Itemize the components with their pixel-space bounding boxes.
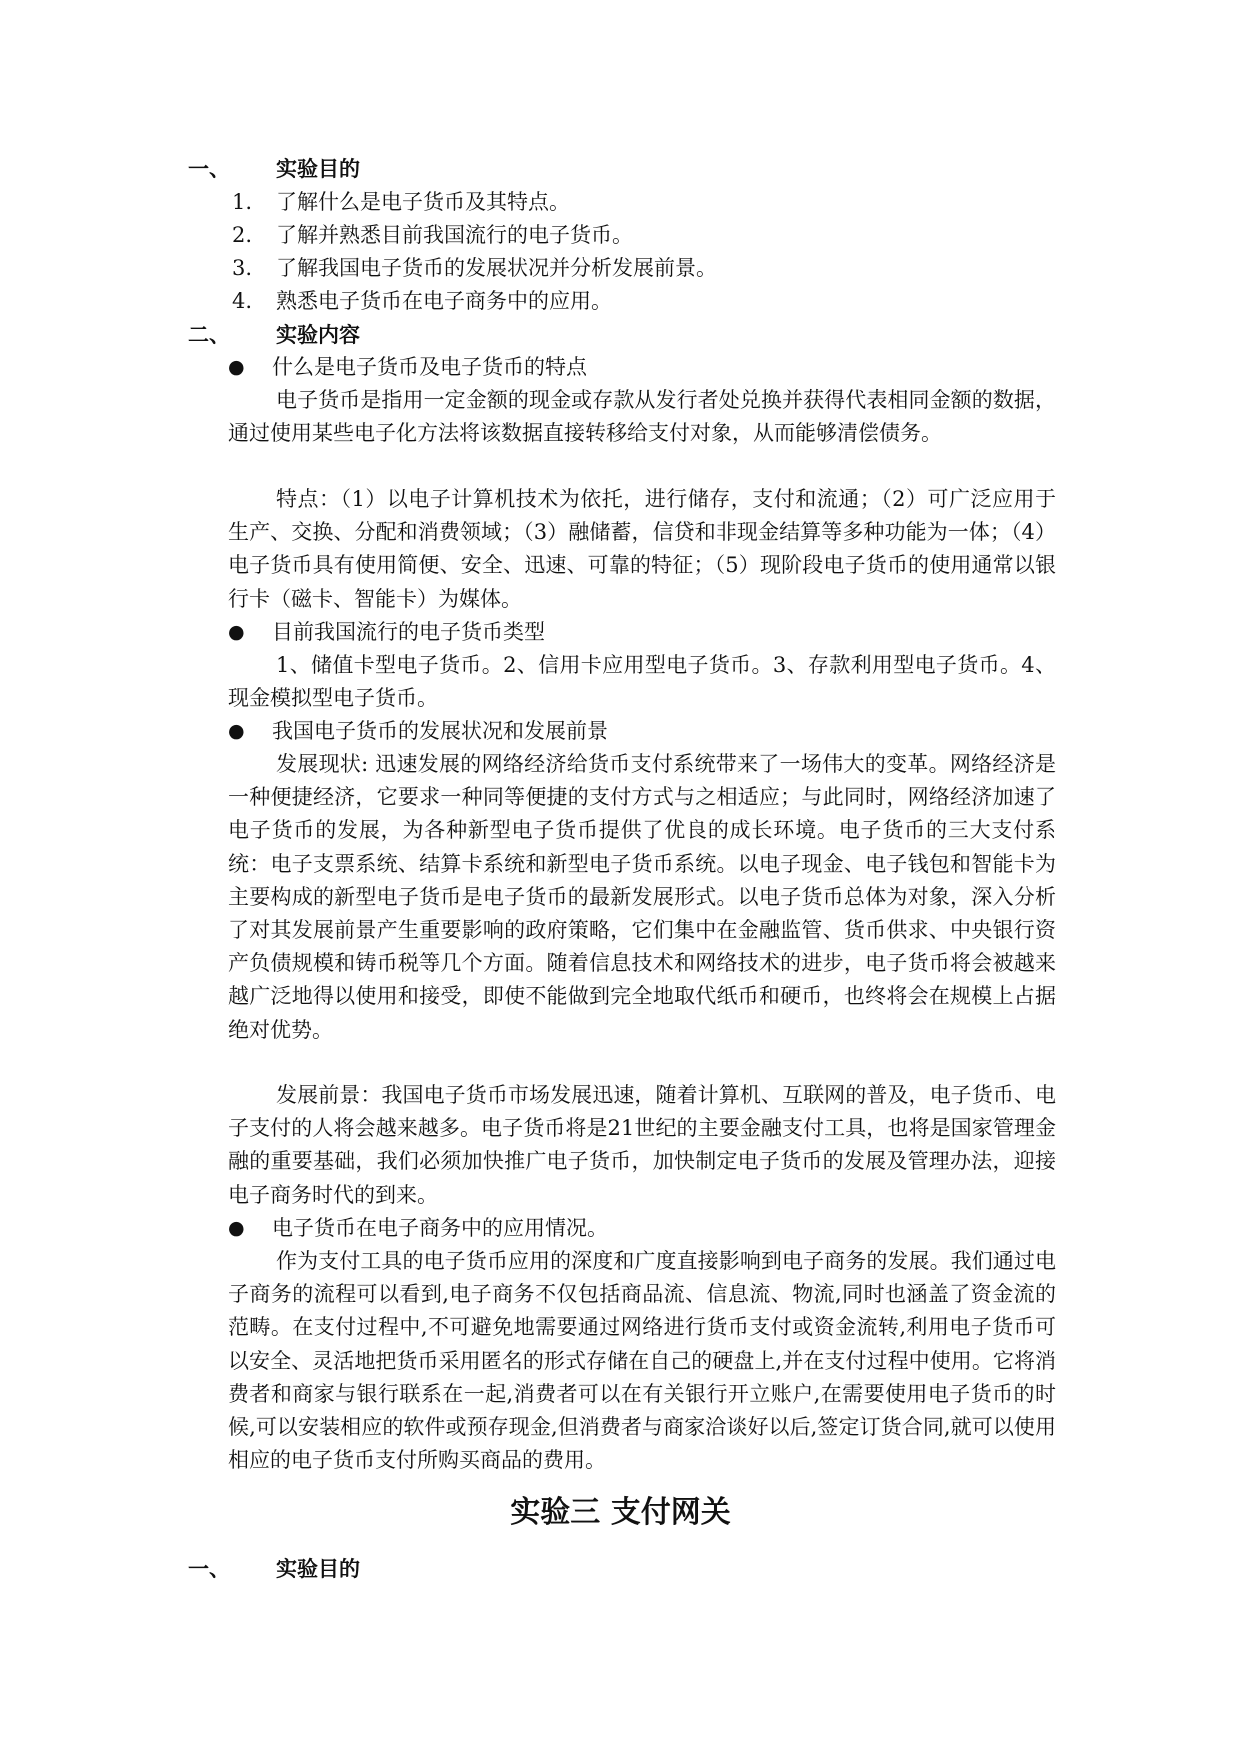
paragraph-application: 作为支付工具的电子货币应用的深度和广度直接影响到电子商务的发展。我们通过电子商务的流程可以看到,电子商务不仅包括商品流、信息流、物流,同时也涵盖了资金流的范畴。在支付过程中,不可避免地需要通过网络进行货币支付或资金流转,利用电子货币可以安全、灵活地把货币采用匿名的形式存储在自己的硬盘上,并在支付过程中使用。它将消费者和商家与银行联系在一起,消费者可以在有关银行开立账户,在需要使用电子货币的时候,可以安装相应的软件或预存现金,但消费者与商家洽谈好以后,签定订货合同,就可以使用相应的电子货币支付所购买商品的费用。 — [228, 1249, 1056, 1473]
bullet-text: 电子货币在电子商务中的应用情况。 — [272, 1216, 608, 1240]
section-number: 一、 — [188, 157, 230, 181]
aim-text: 熟悉电子货币在电子商务中的应用。 — [276, 289, 612, 313]
paragraph-status: 发展现状: 迅速发展的网络经济给货币支付系统带来了一场伟大的变革。网络经济是一种便捷经济，它要求一种同等便捷的支付方式与之相适应；与此同时，网络经济加速了电子货币的发展，为各种新型电子货币提供了优良的成长环境。电子货币的三大支付系统：电子支票系统、结算卡系统和新型电子货币系统。以电子现金、电子钱包和智能卡为主要构成的新型电子货币是电子货币的最新发展形式。以电子货币总体为对象，深入分析了对其发展前景产生重要影响的政府策略，它们集中在金融监管、货币供求、中央银行资产负债规模和铸币税等几个方面。随着信息技术和网络技术的进步，电子货币将会被越来越广泛地得以使用和接受，即使不能做到完全地取代纸币和硬币，也终将会在规模上占据绝对优势。 — [228, 752, 1056, 1042]
section-title: 实验目的 — [276, 157, 360, 181]
aim-text: 了解什么是电子货币及其特点。 — [276, 190, 570, 214]
bullet-dot-icon: ● — [228, 720, 245, 742]
paragraph-types: 1、储值卡型电子货币。2、信用卡应用型电子货币。3、存款利用型电子货币。4、现金模拟型电子货币。 — [228, 653, 1056, 711]
bullet-text: 什么是电子货币及电子货币的特点 — [272, 355, 587, 379]
bullet-text: 我国电子货币的发展状况和发展前景 — [272, 719, 608, 743]
bullet-dot-icon: ● — [228, 621, 245, 643]
section-title: 实验内容 — [276, 323, 360, 347]
paragraph-definition: 电子货币是指用一定金额的现金或存款从发行者处兑换并获得代表相同金额的数据，通过使用某些电子化方法将该数据直接转移给支付对象，从而能够清偿债务。 — [228, 388, 1056, 446]
bullet-dot-icon: ● — [228, 356, 245, 378]
paragraph-prospects: 发展前景：我国电子货币市场发展迅速，随着计算机、互联网的普及，电子货币、电子支付的人将会越来越多。电子货币将是21世纪的主要金融支付工具，也将是国家管理金融的重要基础，我们必须加快推广电子货币，加快制定电子货币的发展及管理办法，迎接电子商务时代的到来。 — [228, 1083, 1056, 1207]
section-title: 实验目的 — [276, 1557, 360, 1581]
chapter-title: 实验三 支付网关 — [510, 1495, 731, 1530]
aim-number: 1. — [232, 190, 253, 214]
aim-number: 4. — [232, 289, 253, 313]
section-number: 一、 — [188, 1557, 230, 1581]
aim-number: 2. — [232, 223, 253, 247]
bullet-text: 目前我国流行的电子货币类型 — [272, 620, 545, 644]
aim-number: 3. — [232, 256, 253, 280]
section-number: 二、 — [188, 323, 230, 347]
bullet-dot-icon: ● — [228, 1217, 245, 1239]
aim-text: 了解并熟悉目前我国流行的电子货币。 — [276, 223, 633, 247]
paragraph-features: 特点：（1）以电子计算机技术为依托，进行储存，支付和流通；（2）可广泛应用于生产、交换、分配和消费领域；（3）融储蓄，信贷和非现金结算等多种功能为一体；（4）电子货币具有使用简便、安全、迅速、可靠的特征；（5）现阶段电子货币的使用通常以银行卡（磁卡、智能卡）为媒体。 — [228, 487, 1056, 611]
aim-text: 了解我国电子货币的发展状况并分析发展前景。 — [276, 256, 717, 280]
